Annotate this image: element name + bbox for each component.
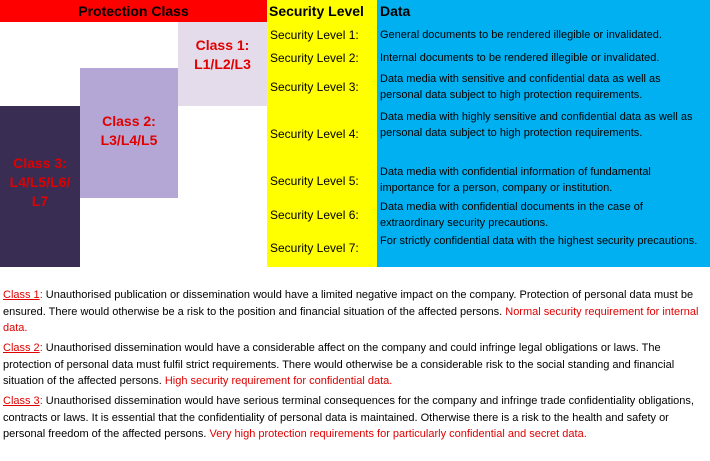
security-level-header: Security Level [269, 3, 364, 19]
class-2-note-emphasis: High security requirement for confidential data. [164, 375, 393, 387]
security-level-5-label: Security Level 5: [270, 174, 359, 188]
class-1-note-colon: : [39, 289, 43, 301]
security-level-7-label: Security Level 7: [270, 241, 359, 255]
security-level-4-desc: Data media with highly sensitive and confidential data as well as personal data subject to high protection requirements. [380, 111, 693, 139]
class-2-note-lead: Class 2 [3, 342, 40, 354]
class-2-label: Class 2: L3/L4/L5 [100, 113, 158, 148]
class-3-note [3, 393, 707, 443]
data-header: Data [380, 3, 411, 19]
class-2-block [80, 68, 178, 198]
security-level-3-desc: Data media with sensitive and confidential data as well as personal data subject to high protection requirements. [380, 73, 661, 101]
security-level-2-desc: Internal documents to be rendered illegible or invalidated. [380, 52, 660, 64]
class-3-note-emphasis: Very high protection requirements for particularly confidential and secret data. [209, 428, 587, 440]
class-1-block [178, 22, 267, 106]
security-level-6-label: Security Level 6: [270, 208, 359, 222]
protection-class-label: Protection Class [78, 3, 189, 19]
security-level-2-label: Security Level 2: [270, 51, 359, 65]
security-level-4-label: Security Level 4: [270, 127, 359, 141]
protection-class-header [0, 0, 267, 22]
class-3-label: Class 3: L4/L5/L6/ L7 [9, 155, 71, 209]
class-3-block [0, 106, 80, 267]
class-2-note [3, 340, 707, 390]
security-level-3-label: Security Level 3: [270, 80, 359, 94]
security-level-6-desc: Data media with confidential documents in the case of extraordinary security precautions. [380, 201, 643, 229]
class-3-note-body: Unauthorised dissemination would have serious terminal consequences for the company and infringe trade confidentiality obligations, contracts or laws. It is essential that the confidentiality of personal data is maintained. Otherwise there is a risk to the health and safety or personal freedom of the affected persons. [3, 395, 694, 440]
class-2-note-body: Unauthorised dissemination would have a considerable affect on the company and could infringe legal obligations or laws. The protection of personal data must fulfil strict requirements. There would otherwise be a considerable risk to the social standing and financial situation of the affected persons. [3, 342, 675, 387]
class-1-note-emphasis: Normal security requirement for internal data. [3, 305, 699, 334]
class-3-note-lead: Class 3 [3, 395, 40, 407]
class-1-note-body: Unauthorised publication or dissemination would have a limited negative impact on the company. Protection of personal data must be ensured. There would otherwise be a risk to the position and financial situation of the affected persons. [3, 289, 694, 318]
security-level-1-desc: General documents to be rendered illegible or invalidated. [380, 29, 662, 41]
class-3-note-colon: : [39, 395, 43, 407]
security-level-7-desc: For strictly confidential data with the highest security precautions. [380, 235, 698, 247]
class-2-note-colon: : [39, 342, 43, 354]
security-level-5-desc: Data media with confidential information of fundamental importance for a person, company or institution. [380, 166, 651, 194]
class-1-label: Class 1: L1/L2/L3 [194, 37, 251, 72]
security-level-1-label: Security Level 1: [270, 28, 359, 42]
class-1-note [3, 287, 707, 337]
class-1-note-lead: Class 1 [3, 289, 40, 301]
